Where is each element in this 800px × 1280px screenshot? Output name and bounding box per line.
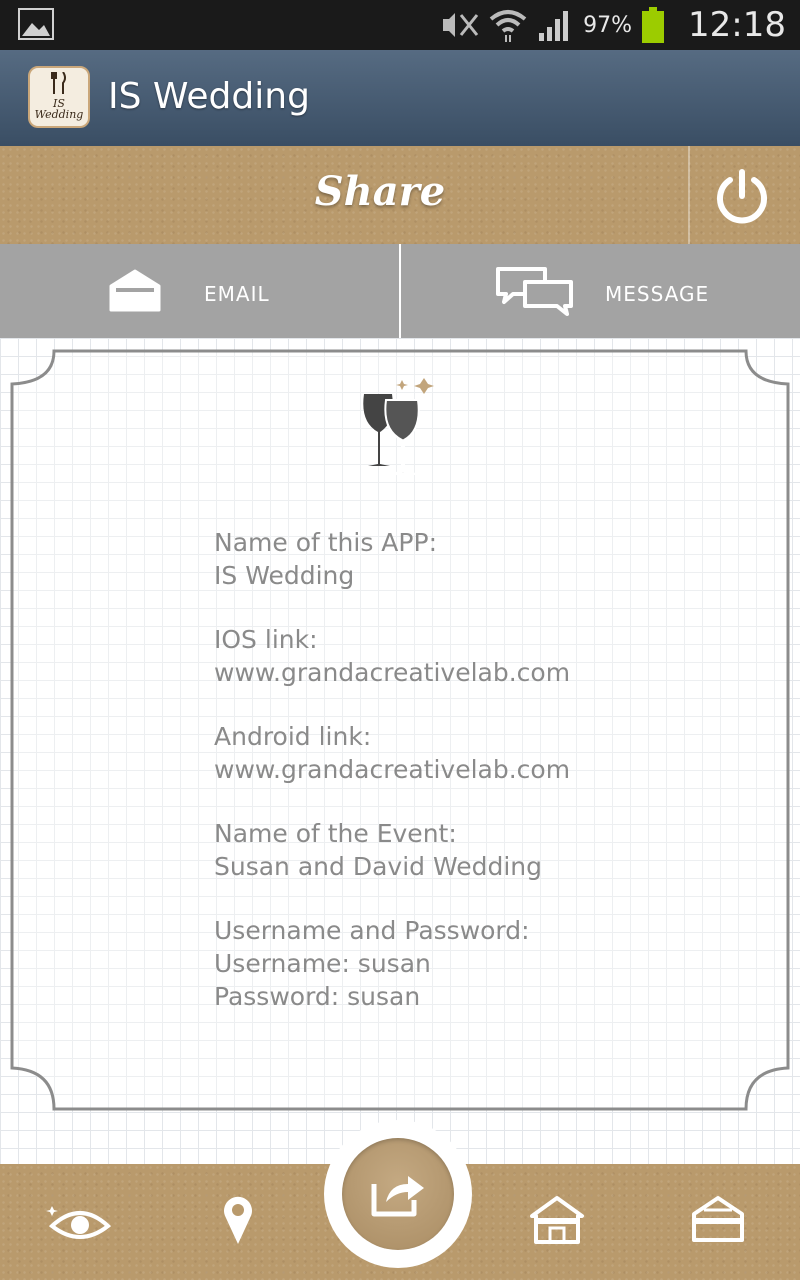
share-nav-button-inner — [342, 1138, 454, 1250]
signal-icon — [537, 9, 573, 41]
email-envelope-icon — [108, 268, 162, 314]
eye-sparkle-icon[interactable] — [46, 1198, 112, 1246]
app-bar — [0, 50, 800, 146]
image-icon — [18, 8, 54, 40]
android-link-block — [214, 720, 694, 786]
ios-link-label: IOS link: — [214, 625, 318, 654]
share-icon — [368, 1168, 428, 1220]
wifi-icon — [489, 7, 527, 43]
ios-link-value: www.grandacreativelab.com — [214, 658, 571, 687]
password-line: Password: susan — [214, 982, 421, 1011]
app-name-block — [214, 526, 694, 592]
wine-glasses-icon — [358, 372, 438, 480]
status-bar — [0, 0, 800, 50]
power-icon[interactable] — [712, 166, 772, 226]
ios-link-block — [214, 623, 694, 689]
app-logo[interactable] — [28, 66, 90, 128]
share-tabs — [0, 244, 800, 338]
email-label: EMAIL — [204, 282, 270, 306]
share-header — [0, 146, 800, 244]
android-link-label: Android link: — [214, 722, 372, 751]
home-icon[interactable] — [528, 1194, 586, 1246]
mute-icon — [439, 9, 479, 41]
battery-icon — [642, 7, 664, 43]
credentials-label: Username and Password: — [214, 916, 530, 945]
android-link-value: www.grandacreativelab.com — [214, 755, 571, 784]
event-name-label: Name of the Event: — [214, 819, 457, 848]
chat-bubbles-icon — [495, 266, 575, 316]
share-nav-button[interactable] — [324, 1120, 472, 1268]
app-title: IS Wedding — [108, 76, 310, 117]
username-line: Username: susan — [214, 949, 431, 978]
app-name-label: Name of this APP: — [214, 528, 437, 557]
message-label: MESSAGE — [605, 282, 710, 306]
logo-text-top: IS — [53, 97, 65, 110]
page-title: Share — [314, 168, 446, 215]
header-divider — [688, 146, 690, 244]
fork-knife-icon — [49, 72, 69, 94]
battery-percent: 97% — [583, 12, 633, 38]
event-name-value: Susan and David Wedding — [214, 852, 542, 881]
app-name-value: IS Wedding — [214, 561, 355, 590]
logo-text-bottom: Wedding — [34, 108, 84, 121]
share-info — [214, 526, 694, 1044]
message-tab[interactable] — [401, 244, 800, 338]
clock: 12:18 — [688, 5, 786, 45]
inbox-icon[interactable] — [690, 1194, 746, 1246]
location-pin-icon[interactable] — [222, 1194, 254, 1246]
email-tab[interactable] — [0, 244, 399, 338]
event-name-block — [214, 817, 694, 883]
credentials-block — [214, 914, 694, 1013]
